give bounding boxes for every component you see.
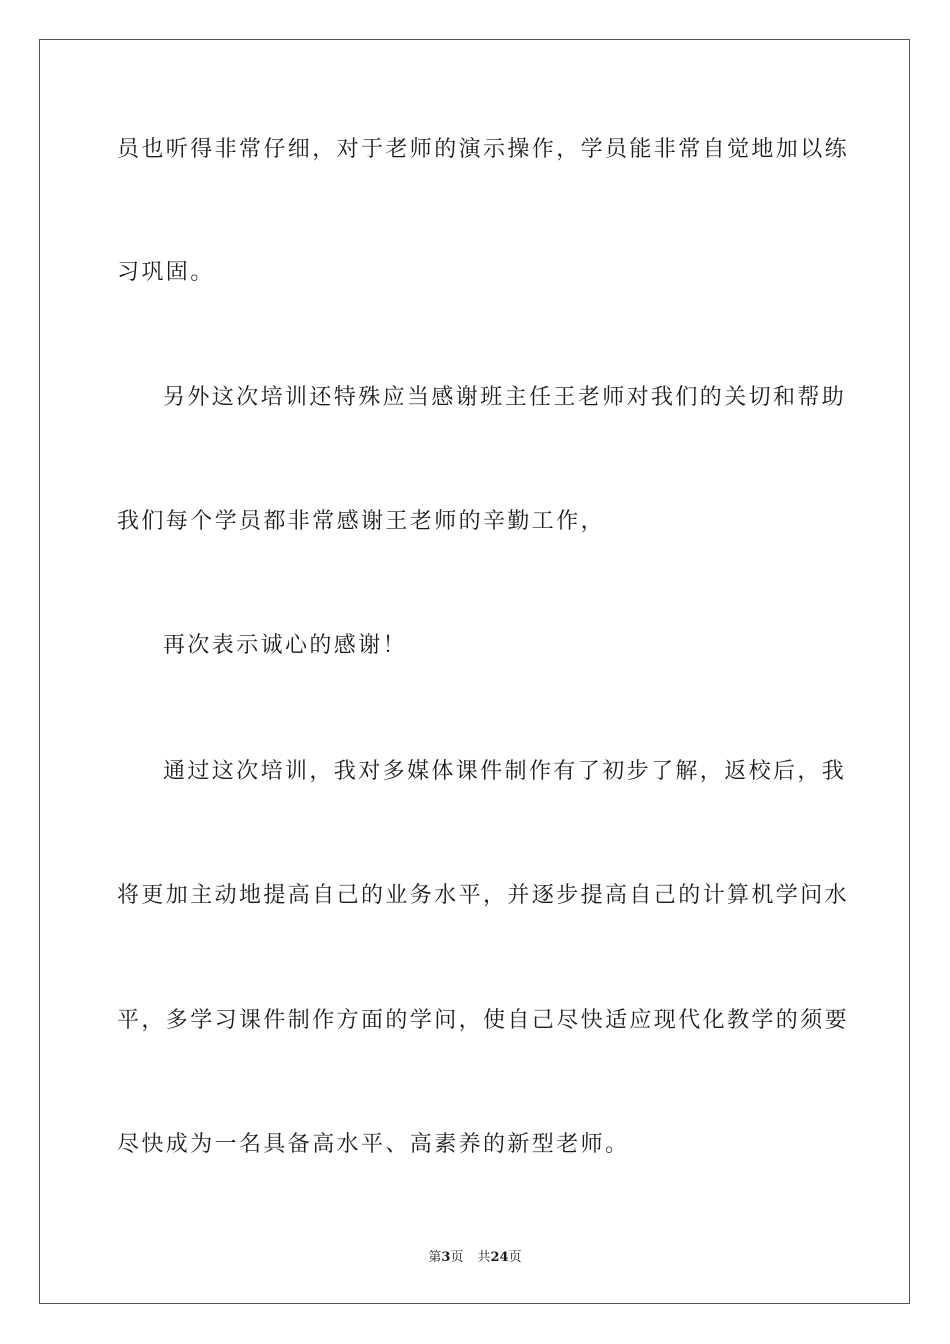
text-line: 平，多学习课件制作方面的学问，使自己尽快适应现代化教学的须要	[117, 1008, 850, 1033]
page-prefix: 第	[428, 1250, 442, 1265]
text-line: 将更加主动地提高自己的业务水平，并逐步提高自己的计算机学问水	[117, 883, 850, 908]
page-number: 3	[441, 1250, 451, 1265]
paragraph-start-line: 通过这次培训，我对多媒体课件制作有了初步了解，返校后，我	[163, 759, 847, 784]
text-line: 尽快成为一名具备高水平、高素养的新型老师。	[117, 1132, 630, 1157]
text-line: 我们每个学员都非常感谢王老师的辛勤工作，	[117, 509, 606, 534]
page-suffix: 页	[450, 1250, 464, 1265]
text-line: 习巩固。	[117, 260, 215, 285]
paragraph-start-line: 再次表示诚心的感谢！	[163, 633, 408, 658]
paragraph-start-line: 另外这次培训还特殊应当感谢班主任王老师对我们的关切和帮助	[163, 385, 847, 410]
page-border	[39, 39, 910, 1304]
total-prefix: 共	[477, 1250, 491, 1265]
total-pages: 24	[490, 1250, 509, 1265]
page-footer	[0, 1246, 950, 1265]
total-suffix: 页	[508, 1250, 522, 1265]
text-line: 员也听得非常仔细，对于老师的演示操作，学员能非常自觉地加以练	[117, 137, 850, 162]
